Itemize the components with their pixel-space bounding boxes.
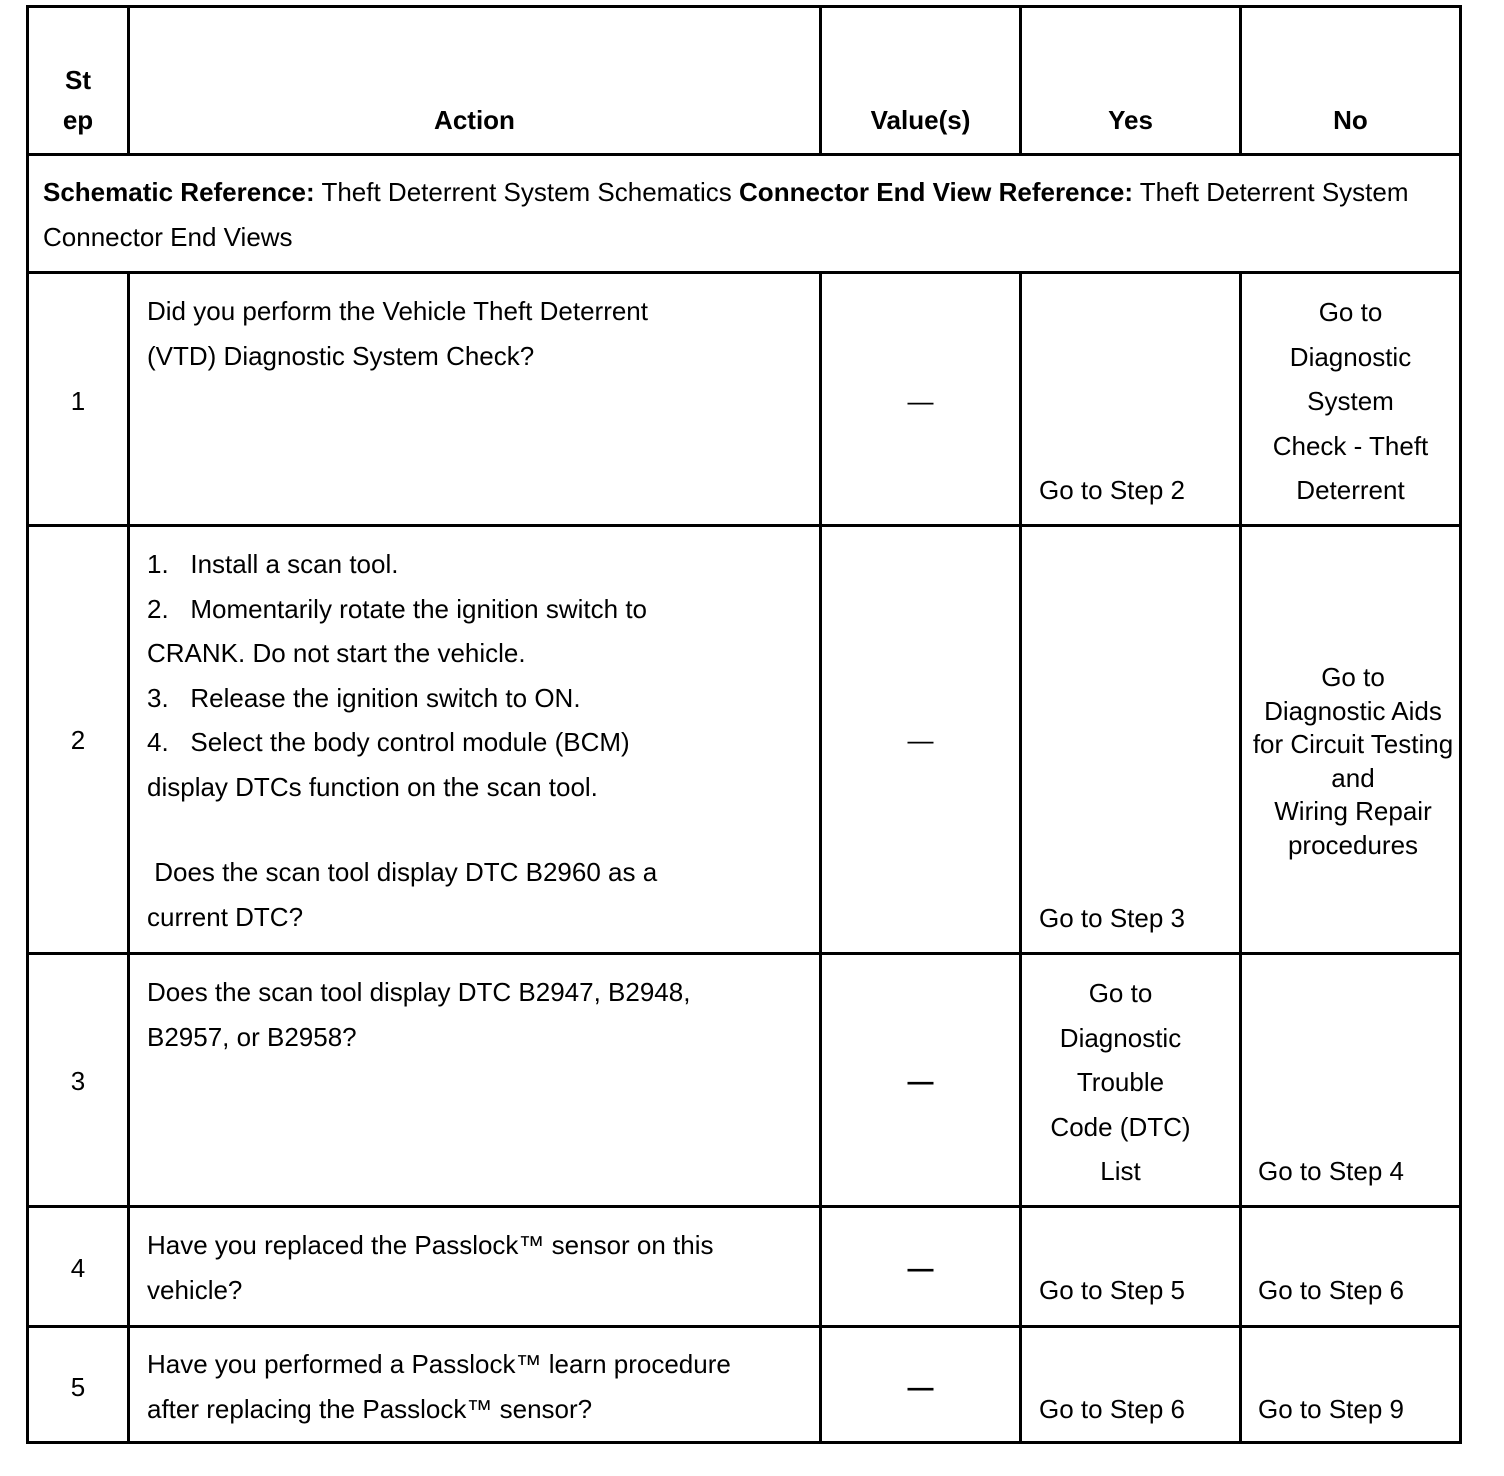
link-line: Check - Theft <box>1272 430 1429 461</box>
row-divider <box>29 1205 1459 1208</box>
step-number: 2 <box>70 725 86 755</box>
action-line: Have you replaced the Passlock™ sensor on this <box>147 1230 714 1260</box>
action-line: Did you perform the Vehicle Theft Deterrent <box>147 296 648 326</box>
action-line <box>147 809 657 850</box>
link-line: System <box>1307 386 1394 416</box>
step-4-value: — <box>907 1253 934 1283</box>
schematic-reference-label: Schematic Reference: <box>43 177 315 207</box>
step-number: 3 <box>70 1066 86 1096</box>
step-2-value: — <box>907 725 934 755</box>
col-divider <box>127 271 130 1441</box>
link-line: List <box>1100 1156 1141 1186</box>
step-1-action <box>147 289 648 378</box>
header-step: St ep <box>62 65 94 135</box>
step-4-action <box>147 1223 714 1312</box>
action-line: 2. Momentarily rotate the ignition switch to <box>147 593 648 624</box>
action-line: Does the scan tool display DTC B2960 as a <box>147 857 658 887</box>
link-line: Deterrent <box>1296 475 1405 505</box>
schematic-reference-link[interactable]: Theft Deterrent System Schematics <box>314 177 740 207</box>
link-line: Go to <box>1318 297 1383 327</box>
link-line: Go to <box>1321 662 1385 692</box>
header-yes: Yes <box>1108 105 1153 135</box>
action-line: CRANK. Do not start the vehicle. <box>147 638 526 668</box>
header-action: Action <box>434 105 515 135</box>
step-5-action <box>147 1342 731 1431</box>
link-line: procedures <box>1287 829 1419 860</box>
row-divider <box>29 524 1459 527</box>
step-2-yes-link[interactable]: Go to Step 3 <box>1039 903 1185 933</box>
row-divider <box>29 952 1459 955</box>
action-line: B2957, or B2958? <box>147 1021 357 1052</box>
step-2-no-link[interactable] <box>1242 661 1464 862</box>
header-values: Value(s) <box>870 105 971 135</box>
step-number: 5 <box>70 1372 86 1402</box>
link-line: Diagnostic Aids <box>1264 695 1442 726</box>
action-line: display DTCs function on the scan tool. <box>147 771 598 802</box>
step-5-yes-link[interactable]: Go to Step 6 <box>1039 1394 1185 1424</box>
reference-text <box>43 170 1443 260</box>
col-divider <box>1019 271 1022 1441</box>
step-4-no-link[interactable]: Go to Step 6 <box>1258 1275 1404 1305</box>
step-number: 4 <box>70 1253 86 1283</box>
link-line: Go to <box>1088 978 1153 1008</box>
connector-reference-link[interactable]: Theft Deterrent System Connector End Views <box>43 177 1409 252</box>
action-line: Does the scan tool display DTC B2947, B2948, <box>147 977 691 1007</box>
link-line: Diagnostic <box>1289 341 1412 372</box>
action-line: (VTD) Diagnostic System Check? <box>147 340 535 371</box>
header-no: No <box>1333 105 1368 135</box>
step-3-action <box>147 970 690 1059</box>
step-4-yes-link[interactable]: Go to Step 5 <box>1039 1275 1185 1305</box>
action-line: Have you performed a Passlock™ learn procedure <box>147 1349 731 1379</box>
step-3-value: — <box>907 1066 934 1096</box>
step-3-no-link[interactable]: Go to Step 4 <box>1258 1156 1404 1186</box>
step-3-yes-link[interactable] <box>1022 971 1219 1194</box>
action-line: 1. Install a scan tool. <box>147 549 399 579</box>
link-line: Trouble <box>1076 1067 1165 1097</box>
step-5-value: — <box>907 1372 934 1402</box>
link-line: and <box>1331 762 1375 793</box>
row-divider <box>29 153 1459 156</box>
row-divider <box>29 271 1459 274</box>
action-line: after replacing the Passlock™ sensor? <box>147 1393 593 1424</box>
step-5-no-link[interactable]: Go to Step 9 <box>1258 1394 1404 1424</box>
action-line: 4. Select the body control module (BCM) <box>147 727 630 757</box>
step-1-no-link[interactable] <box>1242 290 1459 513</box>
connector-reference-label: Connector End View Reference: <box>739 177 1133 207</box>
action-line: vehicle? <box>147 1274 243 1305</box>
action-line: 3. Release the ignition switch to ON. <box>147 682 581 713</box>
diagnostic-table <box>26 5 1462 1444</box>
step-number: 1 <box>70 386 86 416</box>
step-2-action <box>147 542 657 939</box>
step-1-yes-link[interactable]: Go to Step 2 <box>1039 475 1185 505</box>
link-line: for Circuit Testing <box>1252 729 1454 759</box>
action-line: current DTC? <box>147 901 304 932</box>
link-line: Diagnostic <box>1059 1022 1182 1053</box>
link-line: Code (DTC) <box>1050 1111 1191 1142</box>
row-divider <box>29 1325 1459 1328</box>
step-1-value: — <box>907 386 934 416</box>
link-line: Wiring Repair <box>1274 796 1432 826</box>
